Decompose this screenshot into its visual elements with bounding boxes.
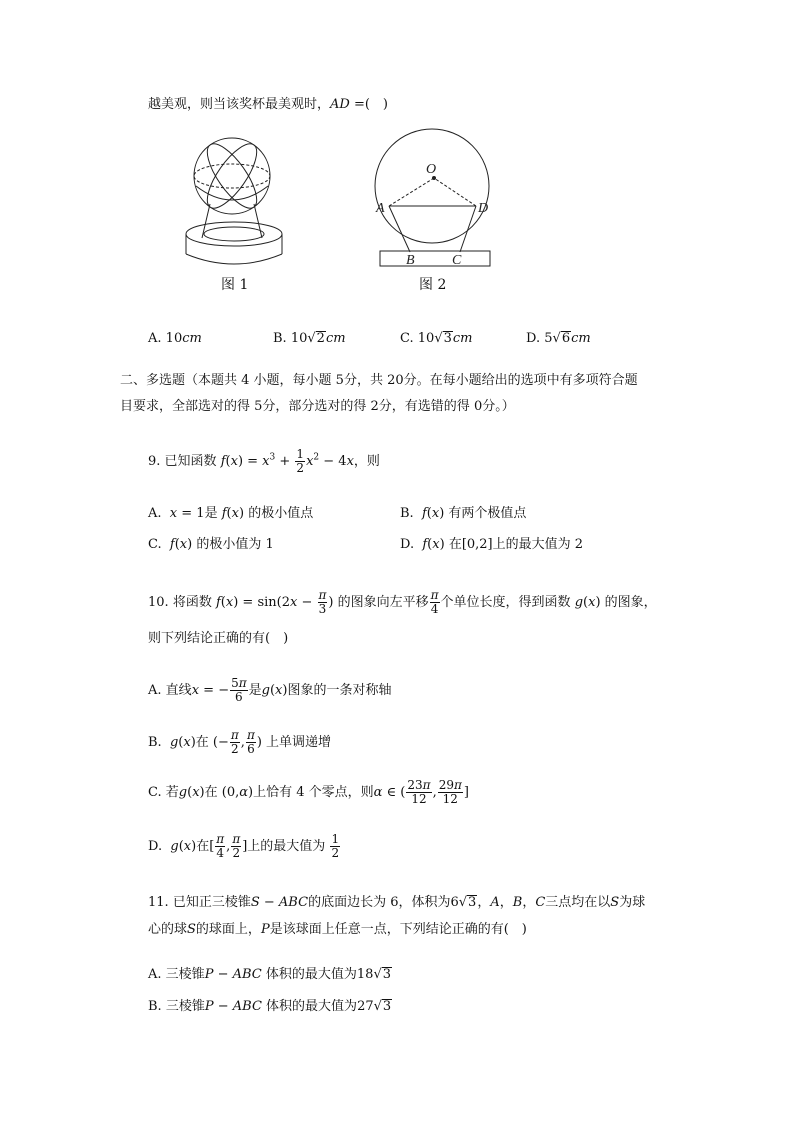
q10-option-b-mid: 在 (195, 735, 209, 750)
q11-option-a-tail: 体积的最大值为 (265, 967, 357, 982)
q11-option-b-val: 27 (357, 999, 374, 1014)
q9-option-b: B. f(x) 有两个极值点 (400, 506, 527, 521)
q10-stem-a: 将函数 (172, 595, 212, 610)
q10-option-b-letter: B. (148, 735, 162, 750)
q8-option-b-coef: 10 (290, 331, 308, 346)
q9-option-d: D. f(x) 在[0,2]上的最大值为 2 (400, 537, 584, 552)
q11-option-b: B. 三棱锥P − ABC 体积的最大值为27√3 (148, 999, 392, 1014)
q10-option-a: A. 直线x = − $\frac{5\pi}{6}$ 是g(x)图象的一条对称轴 (148, 676, 392, 704)
q11-line2-b: 的球面上， (195, 922, 261, 937)
q8-option-c-coef: 10 (417, 331, 435, 346)
q10-option-a-pre: 直线 (165, 683, 192, 698)
q11-line2-a: 心的球 (148, 922, 188, 937)
q10-option-a-letter: A. (148, 683, 162, 698)
q9-option-d-letter: D. (400, 537, 415, 552)
q10-line2: 则下列结论正确的有( ) (148, 631, 289, 646)
q11-line1: 11. 已知正三棱锥S − ABC的底面边长为 6，体积为6√3，A，B，C三点均在以S为球 (148, 895, 646, 910)
q10-option-c-letter: C. (148, 785, 162, 800)
q8-option-d-letter: D. (526, 331, 541, 346)
q8-stem-line: 越美观，则当该奖杯最美观时，AD =( ) (148, 97, 389, 112)
figure-2-caption-text: 图 2 (419, 277, 447, 293)
q10-option-d-mid: 在 (196, 839, 210, 854)
q10-option-c-pre: 若 (165, 785, 179, 800)
q10-option-d-letter: D. (148, 839, 163, 854)
q10-option-b: B. g(x)在 (− $\frac{\pi}{2}$ , $\frac{\pi}{6}$ ) 上单调递增 (148, 728, 332, 756)
q8-option-d-unit: cm (571, 331, 591, 346)
q10-option-d-tail: 上的最大值为 (247, 839, 326, 854)
q10-stem: 10. 将函数 f(x) = sin(2x − $\frac{\pi}{3}$ ) 的图象向左平移 $\frac{\pi}{4}$ 个单位长度，得到函数 g(x) 的图象， (148, 588, 657, 616)
q9-tail: ，则 (353, 454, 380, 469)
q9-option-b-letter: B. (400, 506, 414, 521)
q10-option-c: C. 若g(x)在 (0,α)上恰有 4 个零点，则α ∈ ( $\frac{23\pi}{12}$ , $\frac{29\pi}{12}$ ] (148, 778, 469, 806)
q8-option-b-unit: cm (325, 331, 346, 346)
q8-option-d: D. 5√6cm (526, 331, 591, 346)
q8-option-a-value: 10 (165, 331, 183, 346)
q9-option-d-text: 在[0,2]上的最大值为 2 (448, 537, 584, 552)
q11-option-b-tail: 体积的最大值为 (266, 999, 358, 1014)
q8-option-c-unit: cm (452, 331, 473, 346)
q10-option-c-mid: 在 (204, 785, 218, 800)
q11-option-a-val: 18 (356, 967, 374, 982)
figure-2 (372, 124, 496, 272)
q8-option-b-letter: B. (273, 331, 287, 346)
q11-line1-e: 为球 (619, 895, 646, 910)
q10-option-d: D. g(x)在[ $\frac{\pi}{4}$ , $\frac{\pi}{2}$ ]上的最大值为 $\frac{1}{2}$ (148, 832, 340, 860)
q11-number: 11. (148, 895, 169, 910)
q9-option-c: C. f(x) 的极小值为 1 (148, 537, 274, 552)
fig2-label-a: A (376, 201, 385, 216)
q11-line1-c: ， (477, 895, 491, 910)
q10-option-a-tail2: 图象的一条对称轴 (287, 683, 392, 698)
q8-paren: ( ) (364, 97, 389, 112)
q10-option-a-tail: 是 (248, 683, 262, 698)
q9-option-a-text: 是 (204, 506, 218, 521)
fig2-label-b: B (406, 253, 415, 268)
figure-1 (180, 134, 300, 274)
q10-number: 10. (148, 595, 169, 610)
q11-line2-c: 是该球面上任意一点，下列结论正确的有( ) (269, 922, 527, 937)
q11-option-a-letter: A. (148, 967, 162, 982)
q8-option-c-letter: C. (400, 331, 414, 346)
q9-option-a-tail: 的极小值点 (248, 506, 314, 521)
q10-stem-d: 的图象， (604, 595, 657, 610)
q10-option-c-mid2: 上恰有 4 个零点，则 (253, 785, 374, 800)
q9-stem-text: 已知函数 (164, 454, 217, 469)
q9-option-a-letter: A. (148, 506, 162, 521)
q9-option-b-text: 有两个极值点 (448, 506, 527, 521)
q9-stem: 9. 已知函数 $f(x) = x^3$ + $\frac{1}{2}$ $x^2 - 4x$，则 (148, 447, 380, 475)
q11-line1-a: 已知正三棱锥 (172, 895, 251, 910)
q9-option-a: A. x = 1是 f(x) 的极小值点 (148, 506, 314, 521)
q8-stem-prefix: 越美观，则当该奖杯最美观时， (148, 97, 331, 112)
q10-option-b-tail: 上单调递增 (266, 735, 332, 750)
q11-line1-d: 三点均在以 (545, 895, 611, 910)
q8-option-d-rad: 6 (561, 331, 571, 346)
q8-option-d-coef: 5 (544, 331, 553, 346)
q9-option-c-text: 的极小值为 1 (196, 537, 274, 552)
q8-option-c: C. 10√3cm (400, 331, 473, 346)
q8-ad: AD (330, 97, 350, 112)
q9-number: 9. (148, 454, 161, 469)
q10-stem-c: 个单位长度，得到函数 (440, 595, 571, 610)
q8-option-b: B. 10√2cm (273, 331, 346, 346)
fig2-label-c: C (452, 253, 462, 268)
q8-option-a (148, 330, 202, 348)
section2-line1: 二、多选题（本题共 4 小题，每小题 5分，共 20分。在每小题给出的选项中有多项符合题 (120, 373, 638, 388)
q10-stem-b: 的图象向左平移 (337, 595, 429, 610)
q11-option-a-text: 三棱锥 (165, 967, 205, 982)
q9-option-c-letter: C. (148, 537, 162, 552)
q11-line1-b: 的底面边长为 6，体积为 (308, 895, 451, 910)
q8-option-a-unit: cm (182, 331, 202, 346)
q11-option-a: A. 三棱锥P − ABC 体积的最大值为18√3 (148, 967, 392, 982)
q11-line2: 心的球S的球面上，P是该球面上任意一点，下列结论正确的有( ) (148, 922, 527, 937)
q8-option-b-rad: 2 (316, 331, 325, 346)
fig2-label-o: O (426, 162, 437, 177)
q11-option-b-letter: B. (148, 999, 162, 1014)
q8-option-c-rad: 3 (443, 331, 452, 346)
figure-1-caption-text: 图 1 (221, 277, 249, 293)
fig2-label-d: D (478, 201, 489, 216)
q11-option-b-text: 三棱锥 (165, 999, 205, 1014)
q8-option-a-letter: A. (148, 331, 162, 346)
section2-line2: 目要求，全部选对的得 5分，部分选对的得 2分，有选错的得 0分。） (120, 399, 515, 414)
